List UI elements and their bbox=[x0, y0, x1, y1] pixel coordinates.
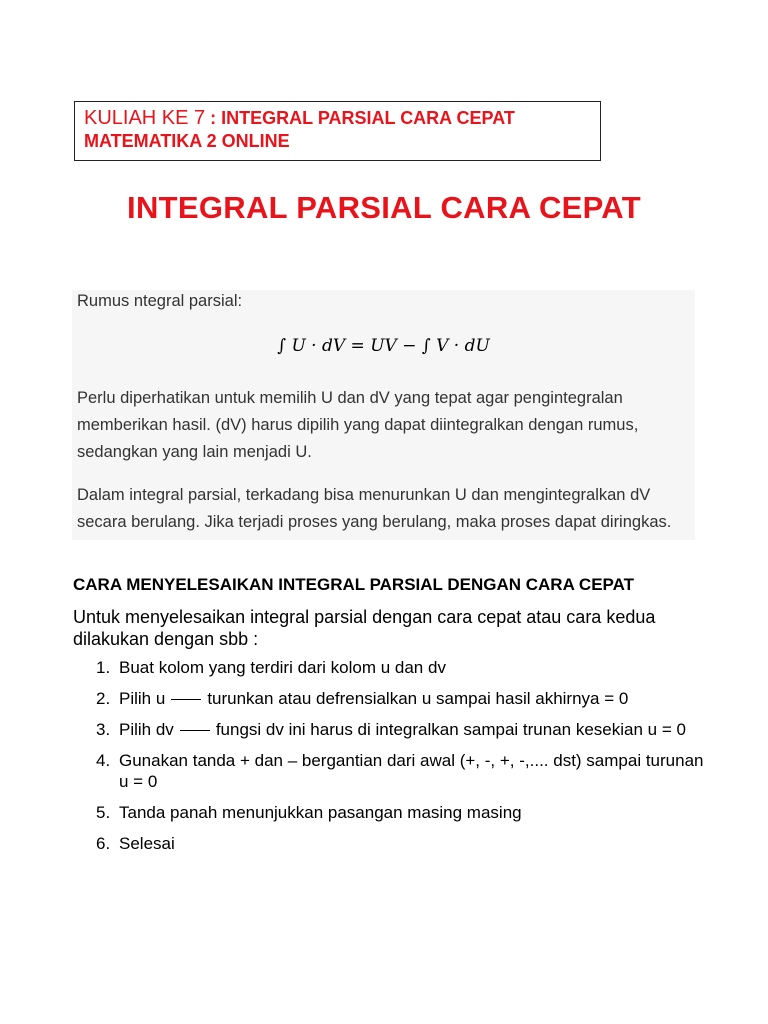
list-item bbox=[73, 657, 713, 678]
header-course: MATEMATIKA 2 ONLINE bbox=[84, 131, 290, 151]
list-item bbox=[73, 833, 713, 854]
header-line1 bbox=[84, 107, 600, 130]
header-box bbox=[74, 101, 601, 161]
list-item bbox=[73, 688, 713, 709]
list-item bbox=[73, 750, 713, 792]
panel-paragraph-2: Dalam integral parsial, terkadang bisa menurunkan U dan mengintegralkan dV secara berulang. Jika terjadi proses yang berulang, maka proses dapat diringkas. bbox=[77, 486, 672, 531]
step-text: Selesai bbox=[119, 834, 175, 853]
step-number: 1. bbox=[96, 658, 111, 677]
step-text: Buat kolom yang terdiri dari kolom u dan dv bbox=[119, 658, 446, 677]
step-text-post: fungsi dv ini harus di integralkan sampai trunan kesekian u = 0 bbox=[215, 720, 686, 739]
formula-panel bbox=[72, 290, 695, 540]
step-number: 3. bbox=[96, 720, 111, 739]
integration-by-parts-formula: ∫ U · dV = UV − ∫ V · dU bbox=[277, 336, 490, 356]
header-separator: : bbox=[205, 108, 222, 128]
step-number: 4. bbox=[96, 751, 111, 770]
formula-intro: Rumus ntegral parsial: bbox=[77, 292, 243, 310]
step-number: 6. bbox=[96, 834, 111, 853]
line-arrow-icon bbox=[171, 699, 201, 700]
kuliah-label: KULIAH KE 7 bbox=[84, 107, 206, 129]
step-text: Gunakan tanda + dan – bergantian dari awal (+, -, +, -,.... dst) sampai turunan u = 0 bbox=[119, 751, 704, 791]
step-text-pre: Pilih dv bbox=[119, 720, 174, 739]
intro-text: Untuk menyelesaikan integral parsial dengan cara cepat atau cara kedua dilakukan dengan sbb : bbox=[73, 607, 656, 649]
steps-list bbox=[73, 657, 713, 864]
step-text-pre: Pilih u bbox=[119, 689, 166, 708]
header-topic: INTEGRAL PARSIAL CARA CEPAT bbox=[221, 108, 515, 128]
step-number: 5. bbox=[96, 803, 111, 822]
step-text: Tanda panah menunjukkan pasangan masing masing bbox=[119, 803, 522, 822]
step-number: 2. bbox=[96, 689, 111, 708]
step-text-post: turunkan atau defrensialkan u sampai hasil akhirnya = 0 bbox=[207, 689, 629, 708]
section-heading: CARA MENYELESAIKAN INTEGRAL PARSIAL DENGAN CARA CEPAT bbox=[73, 575, 635, 594]
page-title: INTEGRAL PARSIAL CARA CEPAT bbox=[127, 190, 641, 225]
list-item bbox=[73, 719, 713, 740]
line-arrow-icon bbox=[180, 730, 210, 731]
list-item bbox=[73, 802, 713, 823]
panel-paragraph-1: Perlu diperhatikan untuk memilih U dan dV yang tepat agar pengintegralan memberikan hasil. (dV) harus dipilih yang dapat diintegralkan dengan rumus, sedangkan yang lain menjadi U. bbox=[77, 389, 639, 461]
